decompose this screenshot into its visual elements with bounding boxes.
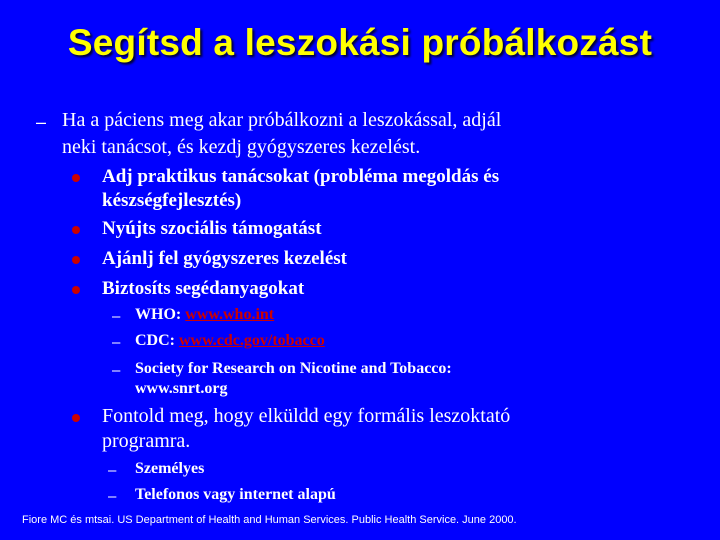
bullet-dot <box>72 226 80 234</box>
who-link[interactable]: www.who.int <box>185 306 275 323</box>
main-point-line1: Ha a páciens meg akar próbálkozni a leszokással, adjál <box>62 109 502 131</box>
resource-cdc-label: CDC: <box>135 332 179 349</box>
bullet-dot <box>72 174 80 182</box>
bullet-advice-line1: Adj praktikus tanácsokat (probléma megoldás és <box>102 166 500 187</box>
bullet-advice-line2: készségfejlesztés) <box>102 190 242 211</box>
main-point-line2: neki tanácsot, és kezdj gyógyszeres kezelést. <box>62 136 421 158</box>
bullet-dot <box>72 286 80 294</box>
program-bullet-line2: programra. <box>102 430 191 452</box>
program-type-personal: Személyes <box>135 460 205 477</box>
dash-marker: – <box>112 362 121 379</box>
dash-marker: – <box>112 334 121 351</box>
slide-title: Segítsd a leszokási próbálkozást <box>67 22 653 63</box>
dash-marker: – <box>108 488 117 505</box>
program-type-remote: Telefonos vagy internet alapú <box>135 486 336 503</box>
resource-who-label: WHO: <box>135 306 186 323</box>
dash-marker: – <box>36 112 47 132</box>
dash-marker: – <box>112 308 121 325</box>
resource-srnt-line2: www.snrt.org <box>135 380 228 397</box>
bullet-medication: Ajánlj fel gyógyszeres kezelést <box>102 248 347 269</box>
cdc-link[interactable]: www.cdc.gov/tobacco <box>179 332 325 349</box>
resource-who <box>135 306 274 324</box>
program-bullet-line1: Fontold meg, hogy elküldd egy formális leszoktató <box>102 405 511 427</box>
footer-citation: Fiore MC és mtsai. US Department of Health and Human Services. Public Health Service. June 2000. <box>22 514 517 526</box>
resource-srnt-line1: Society for Research on Nicotine and Tobacco: <box>135 360 452 377</box>
bullet-dot <box>72 256 80 264</box>
dash-marker: – <box>108 462 117 479</box>
bullet-dot <box>72 414 80 422</box>
bullet-materials: Biztosíts segédanyagokat <box>102 278 305 299</box>
resource-cdc <box>135 332 325 350</box>
bullet-support: Nyújts szociális támogatást <box>102 218 322 239</box>
